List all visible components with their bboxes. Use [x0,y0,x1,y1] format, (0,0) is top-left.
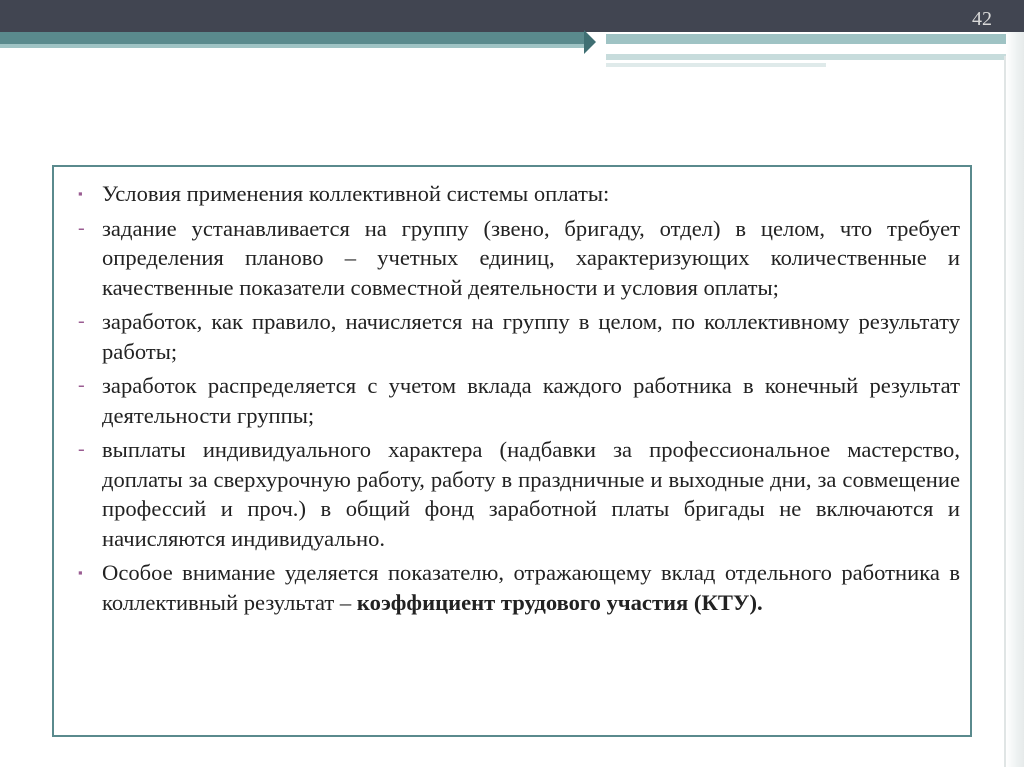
list-item-text: задание устанавливается на группу (звено, бригаду, отдел) в целом, что требует определения планово – учетных единиц, характеризующих количественные и качественные показатели совместной деятельности и условия оплаты; [102,215,960,300]
list-item-bold-text: коэффициент трудового участия (КТУ). [356,589,763,615]
list-item-text: Условия применения коллективной системы оплаты: [102,181,610,206]
list-item-text: выплаты индивидуального характера (надбавки за профессиональное мастерство, доплаты за сверхурочную работу, работу в праздничные и выходные дни, за совмещение профессий и проч.) в общий фонд заработной платы бригады не включаются и начисляются индивидуально. [102,437,960,551]
header-stripe-right-3 [606,63,826,67]
header-stripe-right [606,34,1024,44]
bullet-list [78,179,960,617]
list-item-text: заработок, как правило, начисляется на группу в целом, по коллективному результату работы; [102,309,960,364]
dash-bullet-icon: - [78,216,85,239]
list-item [78,558,960,617]
header-stripe [0,32,586,44]
list-item-text: Особое внимание уделяется показателю, отражающему вклад отдельного работника в коллективный результат – [102,560,960,615]
square-bullet-icon: ▪ [78,565,83,580]
content-box [52,165,972,737]
right-edge-shadow [1006,32,1024,767]
list-item [78,371,960,430]
list-item [78,179,960,209]
list-item-text: заработок распределяется с учетом вклада каждого работника в конечный результат деятельности группы; [102,373,960,428]
header-chevron [584,30,596,54]
dash-bullet-icon: - [78,374,85,396]
header-stripe-light [0,44,586,48]
list-item [78,435,960,553]
dash-bullet-icon: - [78,438,85,460]
page-number: 42 [972,8,992,30]
square-bullet-icon: ▪ [78,186,83,201]
dash-bullet-icon: - [78,310,85,332]
list-item [78,214,960,303]
list-item [78,307,960,366]
header-stripe-right-2 [606,54,1024,60]
top-bar [0,0,1024,32]
